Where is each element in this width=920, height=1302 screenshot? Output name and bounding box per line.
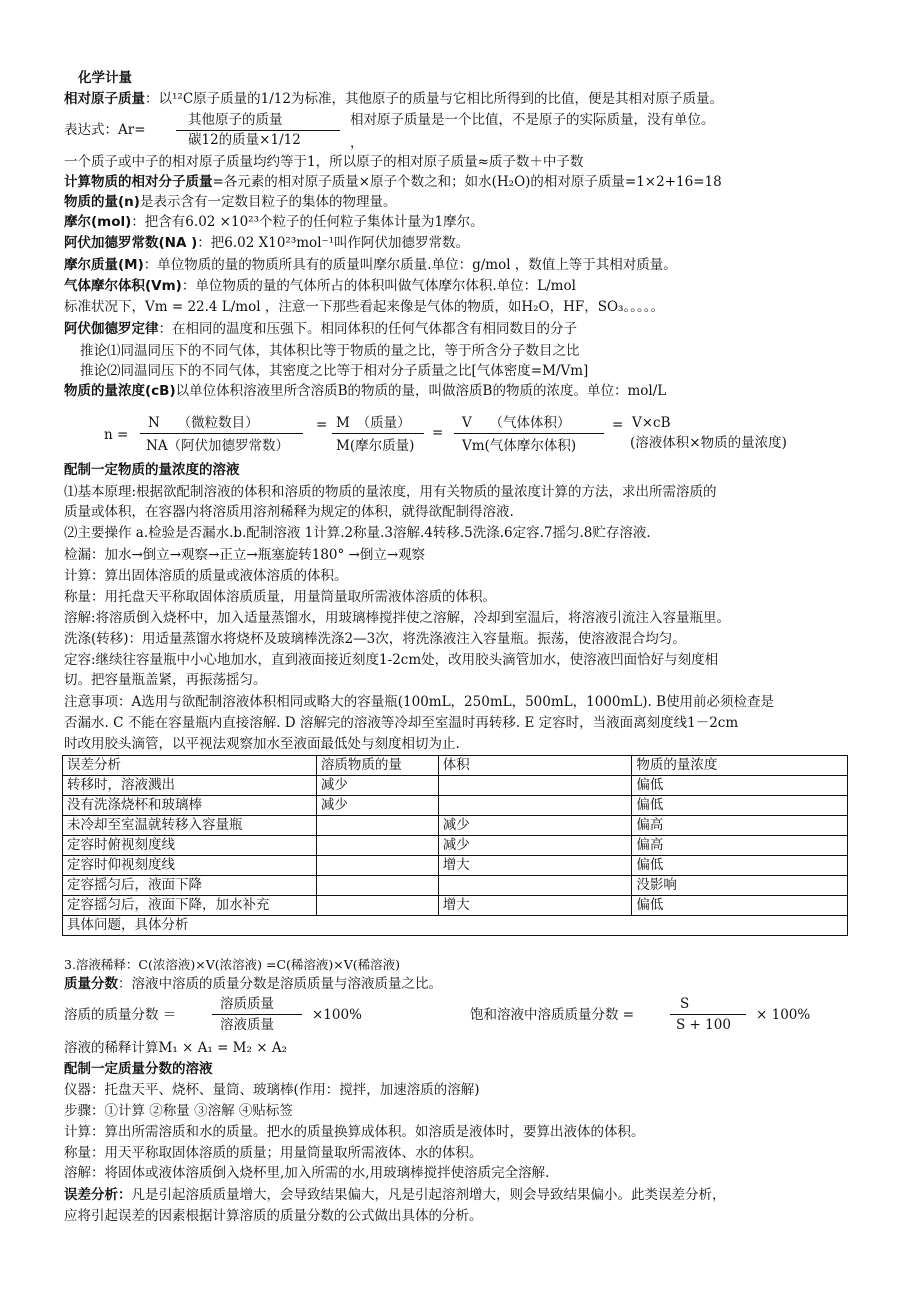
prep-line: 检漏：加水→倒立→观察→正立→瓶塞旋转180° →倒立→观察 <box>64 547 426 563</box>
fraction-denominator: 碳12的质量×1/12 <box>188 132 301 148</box>
table-cell: 偏高 <box>632 816 848 836</box>
table-cell <box>316 896 438 916</box>
prep-line: ⑴基本原理:根据欲配制溶液的体积和溶质的物质的量浓度，用有关物质的量浓度计算的方法，求出所需溶质的 <box>64 484 717 500</box>
table-cell: 定容摇匀后，液面下降 <box>63 876 317 896</box>
table-footer-cell: 具体问题，具体分析 <box>63 916 848 936</box>
header-cell: 体积 <box>438 756 632 776</box>
dilution-line: 3.溶液稀释：C(浓溶液)×V(浓溶液) =C(稀溶液)×V(稀溶液) <box>64 957 401 972</box>
table-cell: 未冷却至室温就转移入容量瓶 <box>63 816 317 836</box>
definition-text: ：单位物质的量的气体所占的体积叫做气体摩尔体积.单位：L/mol <box>181 278 576 294</box>
formula2-bar <box>332 433 424 434</box>
formula4-bottom: (溶液体积×物质的量浓度) <box>630 435 787 451</box>
saturated-bar <box>670 1014 746 1015</box>
error-analysis-table <box>62 755 848 936</box>
prep-line: 质量或体积，在容器内将溶质用溶剂稀释为规定的体积，就得欲配制得溶液. <box>64 504 514 520</box>
table-cell <box>316 856 438 876</box>
table-cell: 减少 <box>438 816 632 836</box>
table-cell: 偏低 <box>632 776 848 796</box>
prep-line: 否漏水. C 不能在容量瓶内直接溶解. D 溶解完的溶液等冷却至室温时再转移. E 定容时，当液面离刻度线1－2cm <box>64 715 739 731</box>
term-label: 气体摩尔体积(Vm) <box>64 278 182 294</box>
table-cell: 偏高 <box>632 836 848 856</box>
prep-mass-line: 称量：用天平称取固体溶质的质量；用量筒量取所需液体、水的体积。 <box>64 1145 483 1161</box>
dilution-calc-line: 溶液的稀释计算M₁ × A₁ = M₂ × A₂ <box>64 1040 287 1056</box>
prep-line: 时改用胶头滴管，以平视法观察加水至液面最低处与刻度相切为止. <box>64 736 460 752</box>
table-header-row <box>63 756 848 776</box>
concentration-line <box>64 382 666 401</box>
prep-line: 切。把容量瓶盖紧，再振荡摇匀。 <box>64 672 267 688</box>
formula1-bar <box>140 433 303 434</box>
molecular-mass-line <box>64 173 722 192</box>
mass-fraction-line <box>64 975 442 994</box>
definition-text: =各元素的相对原子质量×原子个数之和；如水(H₂O)的相对原子质量=1×2+16=18 <box>212 174 722 190</box>
inference-1: 推论⑴同温同压下的不同气体，其体积比等于物质的量之比，等于所含分子数目之比 <box>80 343 580 359</box>
table-cell: 减少 <box>438 836 632 856</box>
amount-of-substance-line <box>64 193 396 212</box>
expression-label: 表达式：Ar= <box>64 122 146 138</box>
table-cell: 没有洗涤烧杯和玻璃棒 <box>63 796 317 816</box>
prep-mass-line: 仪器：托盘天平、烧杯、量筒、玻璃棒(作用：搅拌，加速溶质的溶解) <box>64 1082 480 1098</box>
term-label: 误差分析： <box>64 1187 132 1203</box>
prep-line: 定容:继续往容量瓶中小心地加水，直到液面接近刻度1-2cm处，改用胶头滴管加水，使溶液凹面恰好与刻度相 <box>64 652 719 668</box>
mass-fraction-formula-label: 溶质的质量分数 ＝ <box>64 1007 177 1023</box>
saturated-tail: × 100% <box>756 1007 811 1023</box>
table-cell: 定容时俯视刻度线 <box>63 836 317 856</box>
definition-text: ：溶液中溶质的质量分数是溶质质量与溶液质量之比。 <box>118 976 442 992</box>
mole-line <box>64 213 484 232</box>
mass-fraction-bar <box>212 1014 302 1015</box>
table-cell: 定容摇匀后，液面下降，加水补充 <box>63 896 317 916</box>
formula1-denominator: NA（阿伏加德罗常数） <box>146 438 290 454</box>
prep-line: 计算：算出固体溶质的质量或液体溶质的体积。 <box>64 568 348 584</box>
table-cell <box>316 836 438 856</box>
formula3-denominator: Vm(气体摩尔体积) <box>462 438 577 454</box>
formula2-numerator: M （质量） <box>336 415 411 431</box>
inference-2: 推论⑵同温同压下的不同气体，其密度之比等于相对分子质量之比[气体密度=M/Vm] <box>80 363 589 379</box>
table-cell: 偏低 <box>632 796 848 816</box>
table-cell: 偏低 <box>632 896 848 916</box>
table-cell <box>316 816 438 836</box>
table-row <box>63 796 848 816</box>
term-label: 计算物质的相对分子质量 <box>64 174 213 190</box>
formula3-bar <box>454 433 604 434</box>
prep-mass-line: 步骤：①计算 ②称量 ③溶解 ④贴标签 <box>64 1103 293 1119</box>
term-label: 物质的量浓度(cB) <box>64 383 176 399</box>
term-label: 相对原子质量 <box>64 91 145 107</box>
header-cell: 误差分析 <box>63 756 317 776</box>
header-cell: 物质的量浓度 <box>632 756 848 776</box>
formula2-denominator: M(摩尔质量) <box>336 438 415 454</box>
n-symbol: n = <box>104 427 129 443</box>
table-cell: 定容时仰视刻度线 <box>63 856 317 876</box>
avogadro-constant-line <box>64 234 469 253</box>
saturated-fraction-label: 饱和溶液中溶质质量分数 = <box>470 1007 635 1023</box>
table-cell <box>438 796 632 816</box>
table-cell <box>438 876 632 896</box>
table-cell: 减少 <box>316 796 438 816</box>
prep-concentration-heading: 配制一定物质的量浓度的溶液 <box>64 462 240 478</box>
prep-line: ⑵主要操作 a.检验是否漏水.b.配制溶液 1计算.2称量.3溶解.4转移.5洗涤.6定容.7摇匀.8贮存溶液. <box>64 525 651 541</box>
formula1-numerator: N （微粒数目） <box>148 415 259 431</box>
table-cell: 增大 <box>438 896 632 916</box>
term-label: 质量分数 <box>64 976 118 992</box>
relative-atomic-mass-definition <box>64 90 723 109</box>
table-row <box>63 816 848 836</box>
error-analysis-line <box>64 1186 726 1205</box>
prep-line: 洗涤(转移)：用适量蒸馏水将烧杯及玻璃棒洗涤2—3次，将洗涤液注入容量瓶。振荡，使溶液混合均匀。 <box>64 631 686 647</box>
prep-mass-line: 计算：算出所需溶质和水的质量。把水的质量换算成体积。如溶质是液体时，要算出液体的体积。 <box>64 1124 645 1140</box>
saturated-numerator: S <box>680 996 690 1012</box>
table-row <box>63 776 848 796</box>
formula3-numerator: V （气体体积） <box>462 415 571 431</box>
table-cell: 减少 <box>316 776 438 796</box>
mass-fraction-tail: ×100% <box>312 1007 362 1023</box>
equals-sign: = <box>316 417 328 433</box>
table-cell <box>316 876 438 896</box>
prep-mass-line: 溶解：将固体或液体溶质倒入烧杯里,加入所需的水,用玻璃棒搅拌使溶质完全溶解. <box>64 1165 550 1181</box>
molar-mass-line <box>64 256 677 275</box>
table-row <box>63 896 848 916</box>
table-cell: 没影响 <box>632 876 848 896</box>
table-row <box>63 856 848 876</box>
definition-text: ：把含有6.02 ×10²³个粒子的任何粒子集体计量为1摩尔。 <box>131 214 484 230</box>
mass-fraction-denominator: 溶液质量 <box>220 1017 274 1033</box>
prep-line: 称量：用托盘天平称取固体溶质质量，用量筒量取所需液体溶质的体积。 <box>64 589 496 605</box>
term-label: 阿伏加德罗常数(NA ) <box>64 235 198 251</box>
comma: ， <box>350 135 364 151</box>
definition-text: 以单位体积溶液里所含溶质B的物质的量，叫做溶质B的物质的浓度。单位：mol/L <box>175 383 667 399</box>
table-cell: 增大 <box>438 856 632 876</box>
table-cell: 转移时，溶液溅出 <box>63 776 317 796</box>
page-title: 化学计量 <box>78 70 132 86</box>
table-row <box>63 876 848 896</box>
equals-sign: = <box>612 417 624 433</box>
error-analysis-line-2: 应将引起误差的因素根据计算溶质的质量分数的公式做出具体的分析。 <box>64 1208 483 1224</box>
fraction-numerator: 其他原子的质量 <box>188 112 283 128</box>
formula4-top: V×cB <box>632 415 671 431</box>
definition-text: ：在相同的温度和压强下。相同体积的任何气体都含有相同数目的分子 <box>158 321 577 337</box>
prep-line: 溶解:将溶质倒入烧杯中，加入适量蒸馏水，用玻璃棒搅拌使之溶解，冷却到室温后，将溶液引流注入容量瓶里。 <box>64 610 731 626</box>
molar-volume-line <box>64 277 576 296</box>
term-label: 摩尔质量(M) <box>64 257 144 273</box>
definition-text: 凡是引起溶质质量增大，会导致结果偏大，凡是引起溶剂增大，则会导致结果偏小。此类误差分析， <box>131 1187 726 1203</box>
saturated-denominator: S + 100 <box>676 1017 731 1033</box>
prep-line: 注意事项：A选用与欲配制溶液体积相同或略大的容量瓶(100mL，250mL，500mL，1000mL). B使用前必须检查是 <box>64 694 775 710</box>
definition-text: ：单位物质的量的物质所具有的质量叫摩尔质量.单位：g/mol ，数值上等于其相对质量。 <box>143 257 677 273</box>
prep-mass-heading: 配制一定质量分数的溶液 <box>64 1061 213 1077</box>
avogadro-law-line <box>64 320 577 339</box>
standard-conditions-line: 标准状况下，Vm = 22.4 L/mol ，注意一下那些看起来像是气体的物质，如H₂O，HF，SO₃。。。。。 <box>64 299 664 315</box>
term-label: 摩尔(mol) <box>64 214 132 230</box>
definition-text: ：把6.02 X10²³mol⁻¹叫作阿伏加德罗常数。 <box>197 235 470 251</box>
equals-sign: = <box>432 425 444 441</box>
definition-text: 是表示含有一定数目粒子的集体的物理量。 <box>139 194 397 210</box>
table-cell <box>438 776 632 796</box>
table-cell: 偏低 <box>632 856 848 876</box>
proton-neutron-note: 一个质子或中子的相对原子质量均约等于1，所以原子的相对原子质量≈质子数＋中子数 <box>64 154 584 170</box>
term-label: 物质的量(n) <box>64 194 140 210</box>
relative-mass-note: 相对原子质量是一个比值，不是原子的实际质量，没有单位。 <box>350 112 715 128</box>
mass-fraction-numerator: 溶质质量 <box>220 996 274 1012</box>
header-cell: 溶质物质的量 <box>316 756 438 776</box>
term-label: 阿伏伽德罗定律 <box>64 321 159 337</box>
table-footer-row <box>63 916 848 936</box>
table-row <box>63 836 848 856</box>
definition-text: ：以¹²C原子质量的1/12为标准，其他原子的质量与它相比所得到的比值，便是其相对原子质量。 <box>145 91 723 107</box>
